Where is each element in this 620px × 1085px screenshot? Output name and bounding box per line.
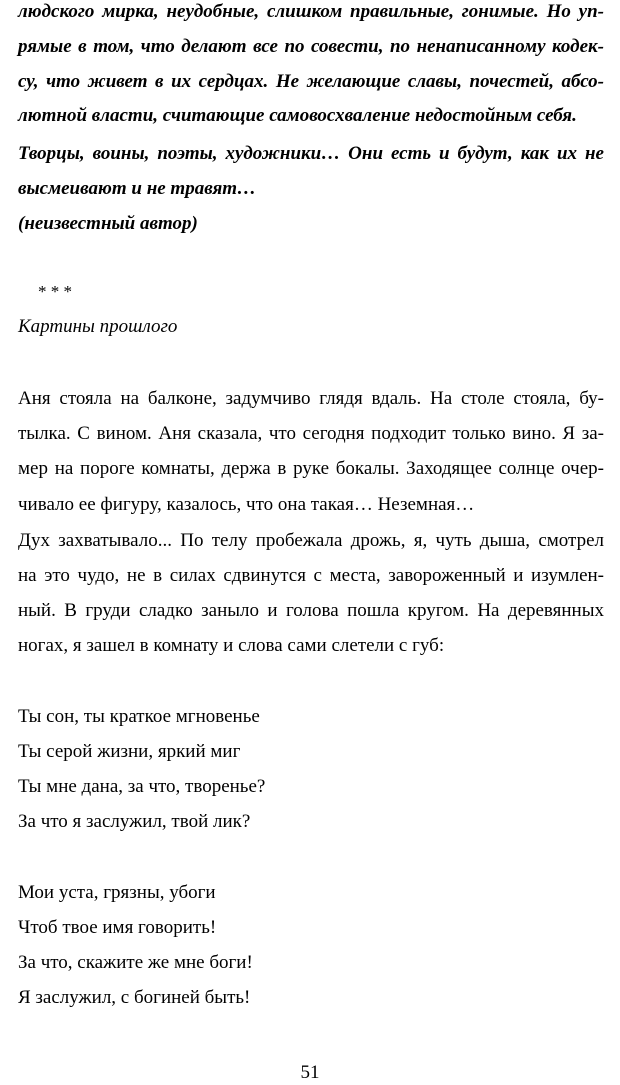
poem-line: Ты мне дана, за что, творенье? — [18, 776, 266, 797]
epigraph-line: Творцы, воины, поэты, художники… Они есть и будут, как их не — [18, 143, 604, 164]
poem-line: Чтоб твое имя говорить! — [18, 917, 217, 938]
page-number: 51 — [300, 1062, 320, 1083]
prose-line: Дух захватывало... По телу пробежала дрожь, я, чуть дыша, смотрел — [18, 530, 604, 551]
prose-line: на это чудо, не в силах сдвинутся с места, завороженный и изумлен- — [18, 565, 604, 586]
epigraph-line: высмеивают и не травят… — [18, 178, 257, 199]
prose-line: тылка. С вином. Аня сказала, что сегодня подходит только вино. Я за- — [18, 423, 604, 444]
poem-line: Ты сон, ты краткое мгновенье — [18, 706, 260, 727]
poem-line: Ты серой жизни, яркий миг — [18, 741, 241, 762]
prose-line: ногах, я зашел в комнату и слова сами слетели с губ: — [18, 635, 445, 656]
prose-line: Аня стояла на балконе, задумчиво глядя вдаль. На столе стояла, бу- — [18, 388, 604, 409]
epigraph-attribution: (неизвестный автор) — [18, 213, 198, 234]
epigraph-line: су, что живет в их сердцах. Не желающие славы, почестей, абсо- — [18, 71, 604, 92]
poem-line: Мои уста, грязны, убоги — [18, 882, 216, 903]
prose-line: чивало ее фигуру, казалось, что она такая… Неземная… — [18, 494, 475, 515]
epigraph-line: рямые в том, что делают все по совести, по ненаписанному кодек- — [18, 36, 604, 57]
poem-line: За что, скажите же мне боги! — [18, 952, 253, 973]
poem-line: За что я заслужил, твой лик? — [18, 811, 251, 832]
epigraph-line: лютной власти, считающие самовосхваление недостойным себя. — [18, 105, 577, 126]
section-separator: * * * — [38, 282, 72, 301]
prose-line: мер на пороге комнаты, держа в руке бокалы. Заходящее солнце очер- — [18, 458, 604, 479]
poem-line: Я заслужил, с богиней быть! — [18, 987, 251, 1008]
section-title: Картины прошлого — [18, 316, 178, 337]
prose-line: ный. В груди сладко заныло и голова пошла кругом. На деревянных — [18, 600, 604, 621]
epigraph-line: людского мирка, неудобные, слишком правильные, гонимые. Но уп- — [18, 1, 604, 22]
